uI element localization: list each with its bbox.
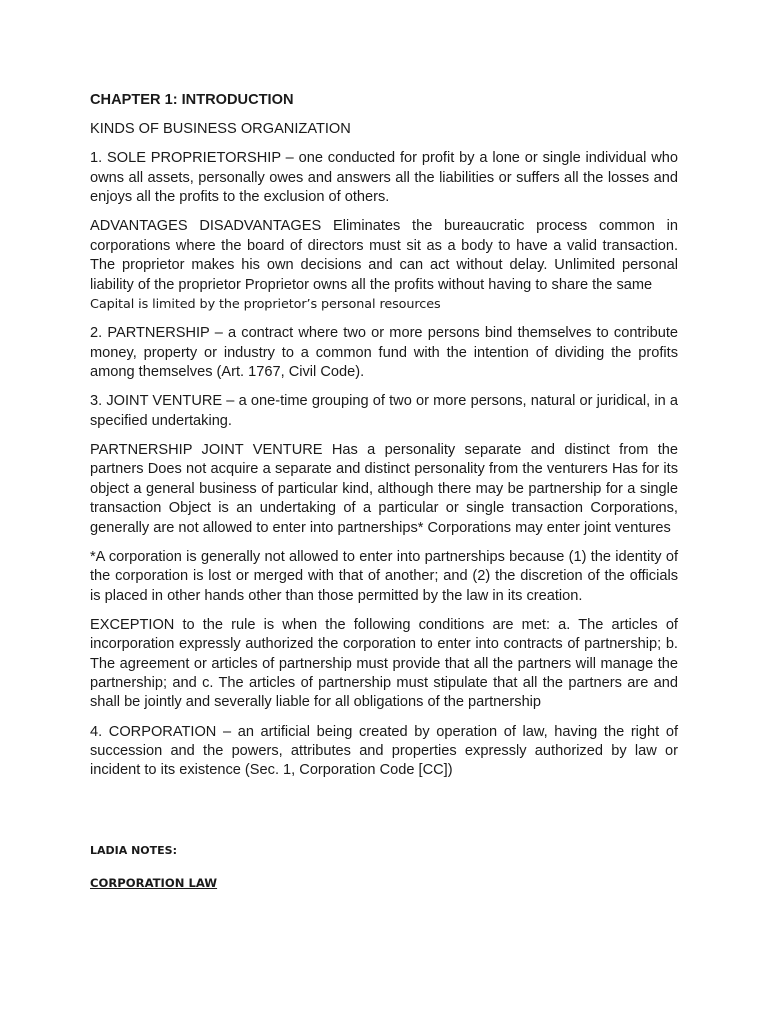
- advantages-tail-text: Capital is limited by the proprietor’s personal resources: [90, 297, 441, 313]
- paragraph-advantages: [90, 217, 678, 314]
- notes-subject: CORPORATION LAW: [90, 876, 218, 890]
- paragraph-joint-venture: 3. JOINT VENTURE – a one-time grouping of two or more persons, natural or juridical, in a specified undertaking.: [90, 393, 678, 429]
- paragraph-sole-proprietorship: 1. SOLE PROPRIETORSHIP – one conducted for profit by a lone or single individual who owns all assets, personally owes and answers all the liabilities or suffers all the losses and enjoys all the profits to the exclusion of others.: [90, 150, 678, 206]
- notes-label: LADIA NOTES:: [90, 844, 177, 857]
- advantages-text: ADVANTAGES DISADVANTAGES Eliminates the bureaucratic process common in corporations where the board of directors must sit as a body to have a valid transaction. The proprietor makes his own decisions and can act without delay. Unlimited personal liability of the proprietor Proprietor owns all the profits without having to share the same: [90, 218, 678, 293]
- chapter-title: CHAPTER 1: INTRODUCTION: [90, 92, 294, 108]
- paragraph-exception: EXCEPTION to the rule is when the following conditions are met: a. The articles of incorporation expressly authorized the corporation to enter into contracts of partnership; b. The agreement or articles of partnership must provide that all the partners will manage the partnership; and c. The articles of partnership must stipulate that all the partners are and shall be jointly and severally liable for all obligations of the partnership: [90, 616, 678, 711]
- section-title: KINDS OF BUSINESS ORGANIZATION: [90, 121, 351, 138]
- paragraph-partnership: 2. PARTNERSHIP – a contract where two or more persons bind themselves to contribute money, property or industry to a common fund with the intention of dividing the profits among themselves (Art. 1767, Civil Code).: [90, 325, 678, 381]
- notes-section: [90, 843, 490, 891]
- paragraph-comparison: PARTNERSHIP JOINT VENTURE Has a personality separate and distinct from the partners Does not acquire a separate and distinct personality from the venturers Has for its object a general business of particular kind, although there may be partnership for a single transaction Object is an undertaking of a particular or single transaction Corporations, generally are not allowed to enter into partnerships* Corporations may enter joint ventures: [90, 441, 678, 536]
- document-body: [90, 91, 678, 791]
- paragraph-footnote: *A corporation is generally not allowed to enter into partnerships because (1) the identity of the corporation is lost or merged with that of another; and (2) the discretion of the officials is placed in other hands other than those permitted by the law in its creation.: [90, 548, 678, 604]
- paragraph-corporation: 4. CORPORATION – an artificial being created by operation of law, having the right of succession and the powers, attributes and properties expressly authorized by law or incident to its existence (Sec. 1, Corporation Code [CC]): [90, 723, 678, 779]
